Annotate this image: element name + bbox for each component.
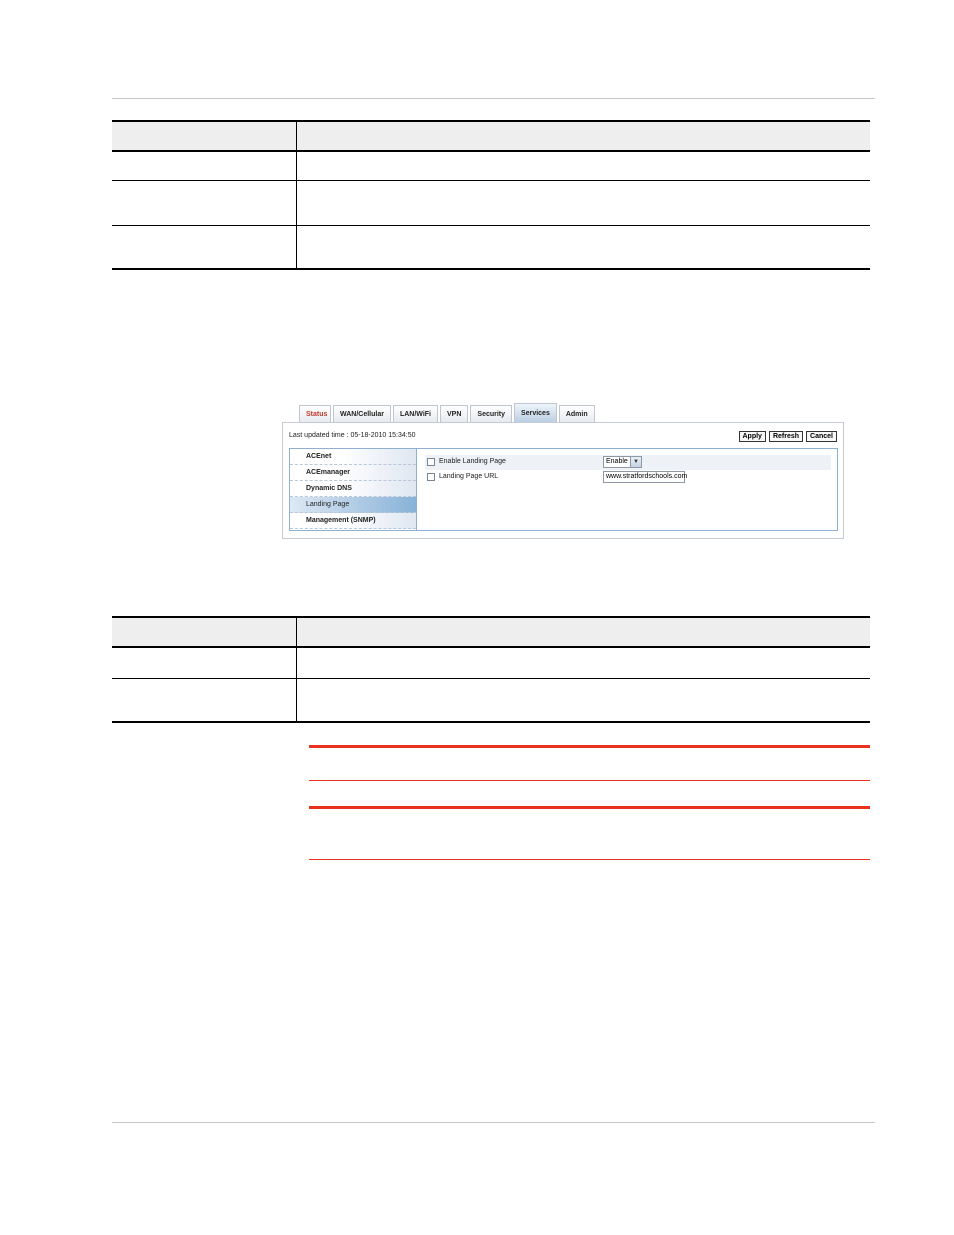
enable-landing-page-row	[425, 455, 831, 470]
content-area	[289, 448, 838, 531]
table-row	[112, 225, 870, 269]
enable-landing-page-label: Enable Landing Page	[439, 458, 506, 465]
action-buttons	[739, 431, 838, 442]
tab-bar	[299, 403, 595, 423]
tab-services[interactable]: Services	[514, 403, 557, 423]
enable-landing-page-checkbox[interactable]	[427, 458, 435, 466]
tab-admin[interactable]: Admin	[559, 405, 595, 423]
tab-status[interactable]: Status	[299, 405, 331, 423]
sidebar-item-acemanager[interactable]: ACEmanager	[290, 465, 416, 481]
note-top-rule	[309, 745, 870, 748]
caution-top-rule	[309, 806, 870, 809]
sidebar-item-dynamic-dns[interactable]: Dynamic DNS	[290, 481, 416, 497]
tab-lan-wifi[interactable]: LAN/WiFi	[393, 405, 438, 423]
landing-page-url-checkbox[interactable]	[427, 473, 435, 481]
sidebar-item-management-snmp[interactable]: Management (SNMP)	[290, 513, 416, 529]
tab-vpn[interactable]: VPN	[440, 405, 468, 423]
field-table-2	[112, 616, 870, 723]
landing-page-url-input[interactable]: www.stratfordschools.com	[603, 471, 685, 483]
landing-page-url-row	[425, 470, 831, 485]
sidebar-item-acenet[interactable]: ACEnet	[290, 449, 416, 465]
cancel-button[interactable]: Cancel	[806, 431, 837, 442]
table-row	[112, 678, 870, 722]
footer-rule	[112, 1122, 875, 1123]
chevron-down-icon: ▼	[630, 457, 641, 467]
last-updated-text: Last updated time : 05-18-2010 15:34:50	[289, 432, 416, 439]
services-panel	[282, 422, 844, 539]
table-header-row	[112, 617, 870, 647]
acemanager-screenshot	[282, 403, 844, 539]
refresh-button[interactable]: Refresh	[769, 431, 803, 442]
caution-bottom-rule	[309, 859, 870, 860]
landing-page-url-label: Landing Page URL	[439, 473, 499, 480]
services-sidebar	[290, 449, 417, 530]
table-header-row	[112, 121, 870, 151]
sidebar-item-landing-page[interactable]: Landing Page	[290, 497, 416, 513]
table-row	[112, 180, 870, 225]
field-table-1	[112, 120, 870, 270]
table-row	[112, 647, 870, 678]
header-rule	[112, 98, 875, 99]
enable-landing-page-value: Enable	[606, 458, 628, 465]
tab-wan-cellular[interactable]: WAN/Cellular	[333, 405, 391, 423]
tab-security[interactable]: Security	[470, 405, 512, 423]
apply-button[interactable]: Apply	[739, 431, 766, 442]
note-bottom-rule	[309, 780, 870, 781]
enable-landing-page-select[interactable]	[603, 456, 642, 468]
landing-page-form	[425, 455, 831, 485]
table-row	[112, 151, 870, 180]
